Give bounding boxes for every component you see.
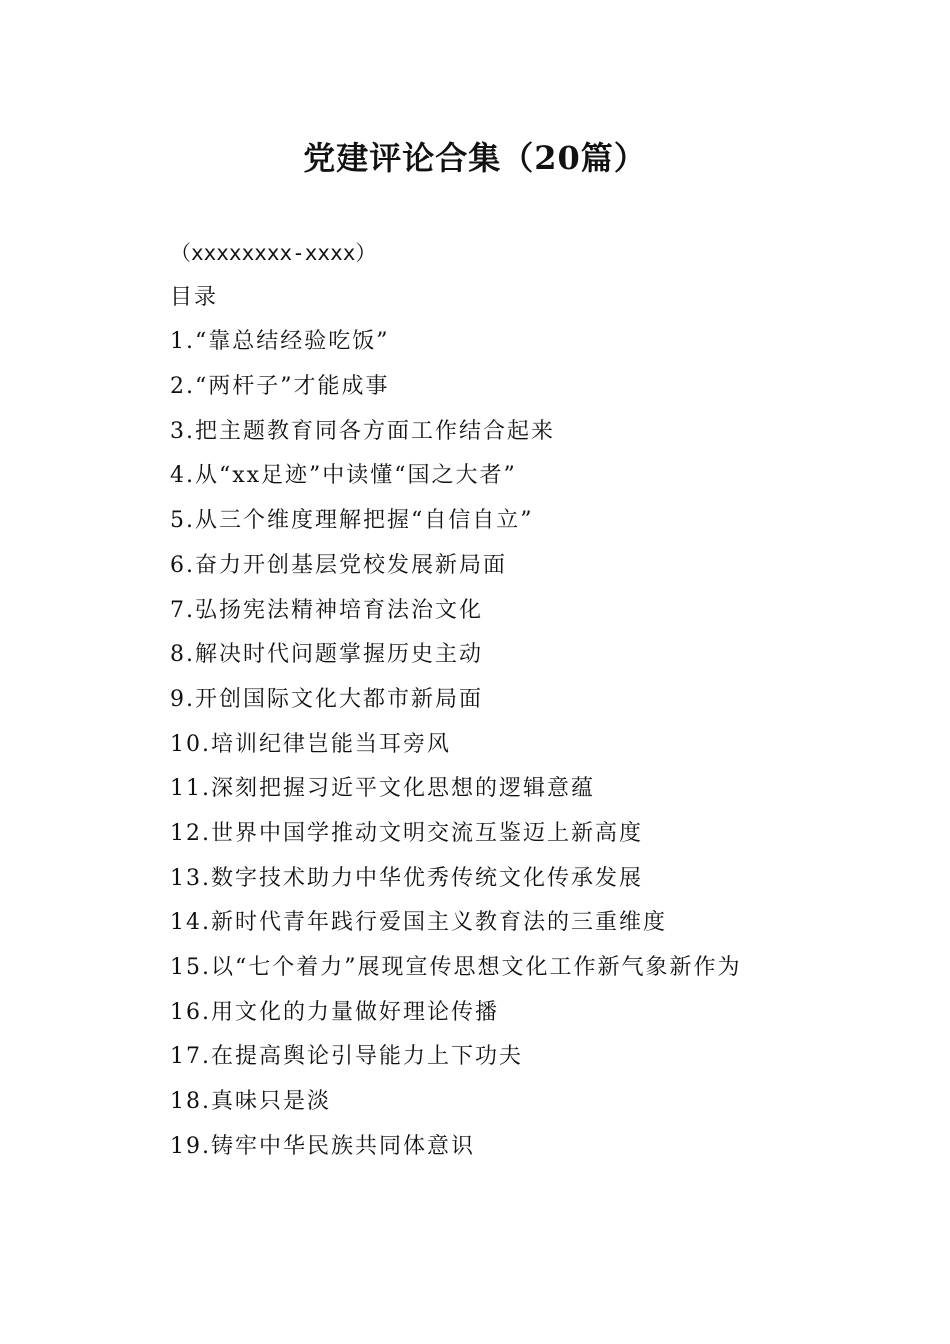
toc-item: 10.培训纪律岂能当耳旁风 — [170, 731, 451, 757]
toc-item: 1.“靠总结经验吃饭” — [170, 329, 390, 355]
toc-item: 17.在提高舆论引导能力上下功夫 — [170, 1044, 523, 1070]
document-title: 党建评论合集（20篇） — [303, 139, 647, 177]
toc-item: 2.“两杆子”才能成事 — [170, 374, 390, 400]
toc-list — [170, 320, 910, 1169]
toc-item: 14.新时代青年践行爱国主义教育法的三重维度 — [170, 910, 667, 936]
toc-item: 15.以“七个着力”展现宣传思想文化工作新气象新作为 — [170, 955, 742, 980]
toc-item: 19.铸牢中华民族共同体意识 — [170, 1133, 475, 1159]
toc-item: 13.数字技术助力中华优秀传统文化传承发展 — [170, 865, 643, 891]
toc-item: 12.世界中国学推动文明交流互鉴迈上新高度 — [170, 820, 643, 846]
toc-item: 4.从“xx足迹”中读懂“国之大者” — [170, 463, 517, 489]
document-body — [170, 231, 910, 1169]
toc-item: 3.把主题教育同各方面工作结合起来 — [170, 418, 555, 444]
toc-item: 11.深刻把握习近平文化思想的逻辑意蕴 — [170, 776, 595, 802]
toc-item: 18.真味只是淡 — [170, 1089, 331, 1115]
document-subtitle: （xxxxxxxx-xxxx） — [170, 241, 377, 265]
toc-item: 7.弘扬宪法精神培育法治文化 — [170, 597, 483, 623]
toc-item: 16.用文化的力量做好理论传播 — [170, 999, 499, 1025]
toc-heading: 目录 — [170, 284, 219, 310]
toc-item: 5.从三个维度理解把握“自信自立” — [170, 508, 534, 534]
toc-item: 9.开创国际文化大都市新局面 — [170, 686, 483, 712]
toc-item: 6.奋力开创基层党校发展新局面 — [170, 552, 507, 578]
toc-item: 8.解决时代问题掌握历史主动 — [170, 642, 483, 668]
